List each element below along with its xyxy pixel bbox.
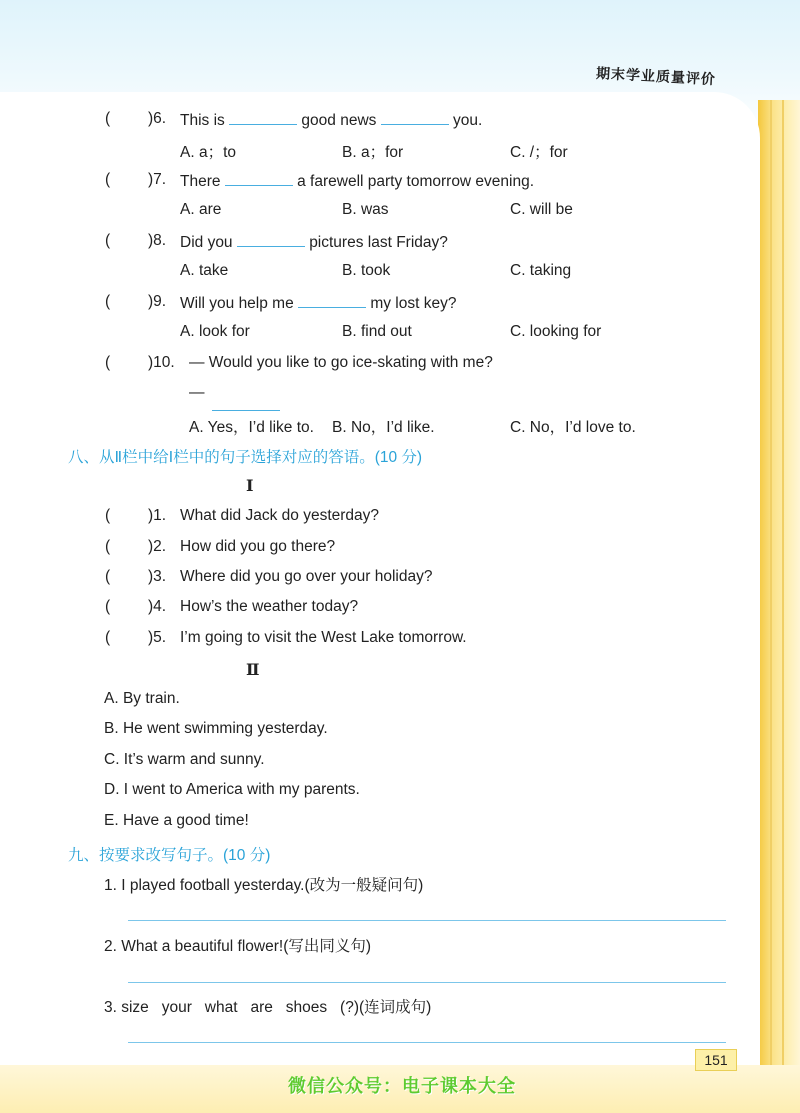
page-number: 151 — [695, 1049, 737, 1071]
question-number: )6. — [148, 110, 167, 127]
question-number: )9. — [148, 293, 167, 310]
answer-blank[interactable] — [229, 110, 297, 125]
question-number: )1. — [148, 507, 167, 524]
option-c: C. taking — [510, 262, 572, 279]
option-c: C. /；for — [510, 144, 568, 161]
question-text-part: a farewell party tomorrow evening. — [297, 173, 535, 190]
question-text — [180, 232, 448, 252]
question-text: I’m going to visit the West Lake tomorrow. — [180, 629, 467, 646]
option-a: A. Yes，I’d like to. — [189, 419, 314, 436]
question-number: )2. — [148, 538, 167, 555]
answer-paren: ( — [105, 538, 111, 555]
answer-paren: ( — [105, 568, 111, 585]
question-text: What did Jack do yesterday? — [180, 507, 380, 524]
option-c: C. No，I’d love to. — [510, 419, 636, 436]
question-number: )7. — [148, 171, 167, 188]
option-b: B. find out — [342, 323, 412, 340]
question-number: )10. — [148, 354, 175, 371]
answer-line[interactable] — [128, 920, 726, 921]
reply-blank-wrap — [212, 396, 280, 411]
question-text: — Would you like to go ice-skating with me? — [189, 354, 493, 371]
answer-paren: ( — [105, 507, 111, 524]
question-text: How did you go there? — [180, 538, 336, 555]
answer-blank[interactable] — [381, 110, 449, 125]
rewrite-item: 2. What a beautiful flower!(写出同义句) — [104, 938, 372, 955]
answer-paren: ( — [105, 110, 111, 127]
question-text: Where did you go over your holiday? — [180, 568, 433, 585]
question-text-part: you. — [453, 112, 483, 129]
question-text-part: my lost key? — [370, 295, 457, 312]
answer-choice: E. Have a good time! — [104, 812, 249, 829]
dialogue-dash: — — [189, 384, 205, 401]
question-number: )8. — [148, 232, 167, 249]
option-c: C. looking for — [510, 323, 602, 340]
question-text-part: pictures last Friday? — [309, 234, 448, 251]
option-a: A. take — [180, 262, 229, 279]
answer-choice: D. I went to America with my parents. — [104, 781, 360, 798]
question-number: )5. — [148, 629, 167, 646]
question-text-part: good news — [301, 112, 377, 129]
answer-paren: ( — [105, 232, 111, 249]
answer-blank[interactable] — [237, 232, 305, 247]
option-a: A. a；to — [180, 144, 236, 161]
question-text-part: There — [180, 173, 221, 190]
rewrite-item: 1. I played football yesterday.(改为一般疑问句) — [104, 877, 424, 894]
answer-paren: ( — [105, 598, 111, 615]
answer-choice: B. He went swimming yesterday. — [104, 720, 328, 737]
rewrite-item: 3. size your what are shoes (?)(连词成句) — [104, 999, 432, 1016]
option-b: B. No，I’d like. — [332, 419, 435, 436]
answer-paren: ( — [105, 171, 111, 188]
answer-blank[interactable] — [212, 396, 280, 411]
column-label: Ⅱ — [246, 660, 260, 679]
header-title: 期末学业质量评价 — [595, 64, 717, 88]
option-b: B. took — [342, 262, 391, 279]
answer-blank[interactable] — [298, 293, 366, 308]
option-a: A. look for — [180, 323, 250, 340]
answer-line[interactable] — [128, 982, 726, 983]
question-text: How’s the weather today? — [180, 598, 359, 615]
section-title: 九、按要求改写句子。(10 分) — [68, 847, 271, 864]
question-text — [180, 293, 456, 313]
question-text — [180, 171, 534, 191]
option-b: B. a；for — [342, 144, 404, 161]
watermark-text: 微信公众号：电子课本大全 — [288, 1076, 516, 1096]
option-b: B. was — [342, 201, 389, 218]
answer-line[interactable] — [128, 1042, 726, 1043]
question-text-part: Will you help me — [180, 295, 294, 312]
option-a: A. are — [180, 201, 222, 218]
section-title: 八、从Ⅱ栏中给Ⅰ栏中的句子选择对应的答语。(10 分) — [68, 449, 423, 466]
answer-paren: ( — [105, 354, 111, 371]
column-label: Ⅰ — [246, 476, 254, 495]
answer-paren: ( — [105, 629, 111, 646]
question-number: )4. — [148, 598, 167, 615]
answer-choice: C. It’s warm and sunny. — [104, 751, 265, 768]
question-text-part: Did you — [180, 234, 233, 251]
answer-blank[interactable] — [225, 171, 293, 186]
question-number: )3. — [148, 568, 167, 585]
answer-paren: ( — [105, 293, 111, 310]
question-text-part: This is — [180, 112, 225, 129]
answer-choice: A. By train. — [104, 690, 180, 707]
option-c: C. will be — [510, 201, 573, 218]
question-text — [180, 110, 482, 130]
